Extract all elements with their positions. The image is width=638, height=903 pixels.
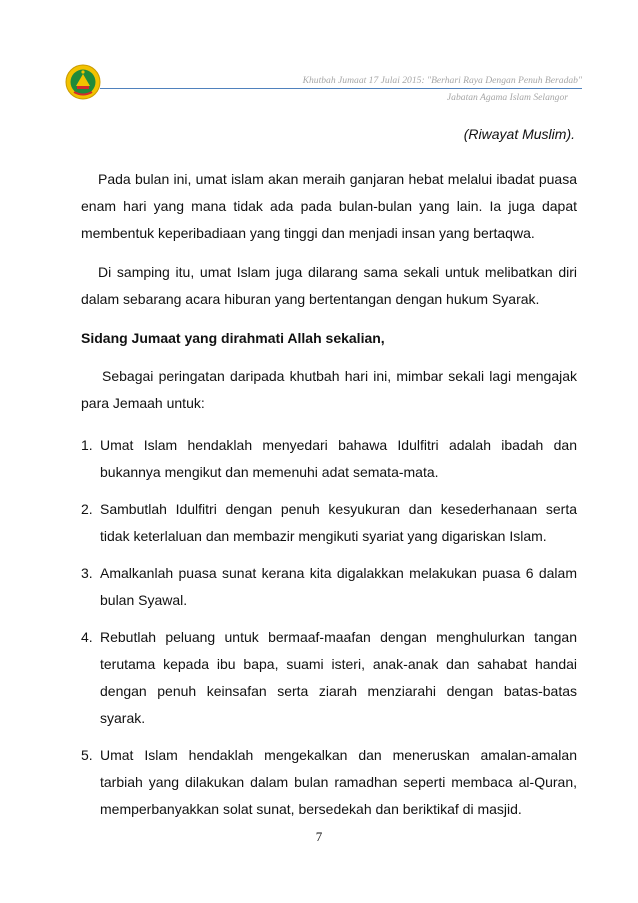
section-heading: Sidang Jumaat yang dirahmati Allah sekalian, bbox=[81, 330, 385, 346]
list-item-text: Sambutlah Idulfitri dengan penuh kesyukuran dan kesederhanaan serta tidak keterlaluan dan membazir mengikuti syariat yang digariskan Islam. bbox=[100, 501, 577, 544]
advice-list bbox=[81, 432, 577, 823]
page-number: 7 bbox=[315, 829, 323, 844]
list-item bbox=[81, 496, 577, 550]
list-item-text: Rebutlah peluang untuk bermaaf-maafan dengan menghulurkan tangan terutama kepada ibu bapa, suami isteri, anak-anak dan sahabat handai dengan penuh keinsafan serta ziarah menziarahi dengan batas-batas syarak. bbox=[100, 629, 577, 726]
header-title: Khutbah Jumaat 17 Julai 2015: "Berhari Raya Dengan Penuh Beradab" bbox=[302, 75, 582, 86]
list-number: 3. bbox=[81, 565, 93, 581]
list-number: 4. bbox=[81, 629, 93, 645]
list-item-text: Umat Islam hendaklah menyedari bahawa Idulfitri adalah ibadah dan bukannya mengikut dan memenuhi adat semata-mata. bbox=[100, 437, 577, 480]
list-item-text: Umat Islam hendaklah mengekalkan dan meneruskan amalan-amalan tarbiah yang dilakukan dalam bulan ramadhan seperti membaca al-Quran, memperbanyakkan solat sunat, bersedekah dan beriktikaf di masjid. bbox=[100, 747, 577, 817]
paragraph: Di samping itu, umat Islam juga dilarang sama sekali untuk melibatkan diri dalam sebarang acara hiburan yang bertentangan dengan hukum Syarak. bbox=[81, 264, 577, 307]
list-item bbox=[81, 560, 577, 614]
list-item-text: Amalkanlah puasa sunat kerana kita digalakkan melakukan puasa 6 dalam bulan Syawal. bbox=[100, 565, 577, 608]
intro-paragraph: Sebagai peringatan daripada khutbah hari ini, mimbar sekali lagi mengajak para Jemaah untuk: bbox=[81, 368, 577, 411]
hadith-source: (Riwayat Muslim). bbox=[463, 126, 575, 142]
paragraph: Pada bulan ini, umat islam akan meraih ganjaran hebat melalui ibadat puasa enam hari yang mana tidak ada pada bulan-bulan yang lain. Ia juga dapat membentuk keperibadiaan yang tinggi dan menjadi insan yang bertaqwa. bbox=[81, 171, 577, 241]
list-number: 2. bbox=[81, 501, 93, 517]
list-number: 1. bbox=[81, 437, 93, 453]
header-divider bbox=[100, 88, 582, 89]
list-item bbox=[81, 624, 577, 732]
list-item bbox=[81, 432, 577, 486]
header-organization: Jabatan Agama Islam Selangor bbox=[446, 92, 568, 103]
list-number: 5. bbox=[81, 747, 93, 763]
list-item bbox=[81, 742, 577, 823]
selangor-crest-icon bbox=[65, 64, 101, 100]
document-body bbox=[81, 121, 577, 823]
